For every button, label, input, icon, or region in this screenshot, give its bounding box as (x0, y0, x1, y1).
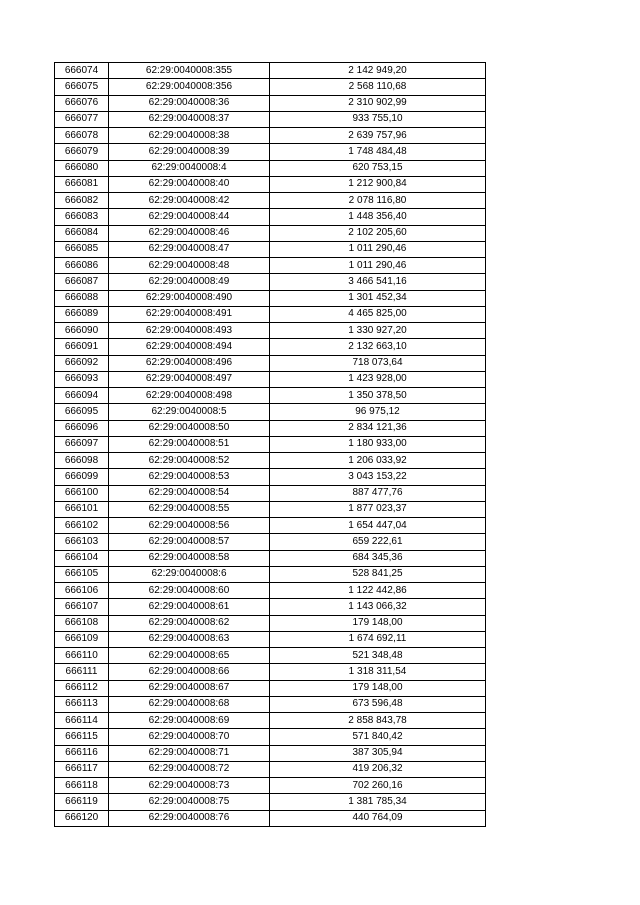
value-cell: 933 755,10 (270, 111, 486, 127)
table-row (55, 388, 486, 404)
row-id-cell: 666098 (55, 453, 109, 469)
cadastral-number-cell: 62:29:0040008:40 (109, 176, 270, 192)
row-id-cell: 666080 (55, 160, 109, 176)
cadastral-number-cell: 62:29:0040008:70 (109, 729, 270, 745)
cadastral-number-cell: 62:29:0040008:5 (109, 404, 270, 420)
cadastral-number-cell: 62:29:0040008:48 (109, 258, 270, 274)
value-cell: 440 764,09 (270, 810, 486, 826)
cadastral-number-cell: 62:29:0040008:44 (109, 209, 270, 225)
value-cell: 673 596,48 (270, 696, 486, 712)
table-row (55, 648, 486, 664)
cadastral-number-cell: 62:29:0040008:497 (109, 371, 270, 387)
cadastral-number-cell: 62:29:0040008:66 (109, 664, 270, 680)
value-cell: 2 310 902,99 (270, 95, 486, 111)
table-row (55, 63, 486, 79)
table-row (55, 583, 486, 599)
table-row (55, 631, 486, 647)
cadastral-number-cell: 62:29:0040008:72 (109, 761, 270, 777)
cadastral-number-cell: 62:29:0040008:69 (109, 713, 270, 729)
table-row (55, 323, 486, 339)
row-id-cell: 666076 (55, 95, 109, 111)
cadastral-number-cell: 62:29:0040008:60 (109, 583, 270, 599)
cadastral-number-cell: 62:29:0040008:49 (109, 274, 270, 290)
table-row (55, 79, 486, 95)
value-cell: 2 834 121,36 (270, 420, 486, 436)
table-row (55, 534, 486, 550)
row-id-cell: 666104 (55, 550, 109, 566)
value-cell: 1 212 900,84 (270, 176, 486, 192)
cadastral-number-cell: 62:29:0040008:6 (109, 566, 270, 582)
row-id-cell: 666082 (55, 193, 109, 209)
row-id-cell: 666086 (55, 258, 109, 274)
value-cell: 1 143 066,32 (270, 599, 486, 615)
table-row (55, 713, 486, 729)
row-id-cell: 666118 (55, 778, 109, 794)
value-cell: 718 073,64 (270, 355, 486, 371)
value-cell: 1 748 484,48 (270, 144, 486, 160)
row-id-cell: 666109 (55, 631, 109, 647)
cadastral-number-cell: 62:29:0040008:493 (109, 323, 270, 339)
cadastral-number-cell: 62:29:0040008:75 (109, 794, 270, 810)
row-id-cell: 666106 (55, 583, 109, 599)
row-id-cell: 666108 (55, 615, 109, 631)
cadastral-number-cell: 62:29:0040008:498 (109, 388, 270, 404)
row-id-cell: 666074 (55, 63, 109, 79)
cadastral-number-cell: 62:29:0040008:496 (109, 355, 270, 371)
row-id-cell: 666099 (55, 469, 109, 485)
value-cell: 1 011 290,46 (270, 241, 486, 257)
cadastral-number-cell: 62:29:0040008:58 (109, 550, 270, 566)
table-row (55, 144, 486, 160)
row-id-cell: 666097 (55, 436, 109, 452)
row-id-cell: 666103 (55, 534, 109, 550)
cadastral-number-cell: 62:29:0040008:61 (109, 599, 270, 615)
table-row (55, 355, 486, 371)
row-id-cell: 666116 (55, 745, 109, 761)
row-id-cell: 666087 (55, 274, 109, 290)
table-row (55, 193, 486, 209)
value-cell: 1 206 033,92 (270, 453, 486, 469)
table-row (55, 680, 486, 696)
cadastral-number-cell: 62:29:0040008:494 (109, 339, 270, 355)
row-id-cell: 666102 (55, 518, 109, 534)
cadastral-number-cell: 62:29:0040008:52 (109, 453, 270, 469)
value-cell: 2 132 663,10 (270, 339, 486, 355)
cadastral-number-cell: 62:29:0040008:490 (109, 290, 270, 306)
table-row (55, 761, 486, 777)
table-row (55, 501, 486, 517)
table-row (55, 306, 486, 322)
table-row (55, 420, 486, 436)
value-cell: 702 260,16 (270, 778, 486, 794)
value-cell: 3 466 541,16 (270, 274, 486, 290)
value-cell: 620 753,15 (270, 160, 486, 176)
value-cell: 1 381 785,34 (270, 794, 486, 810)
row-id-cell: 666100 (55, 485, 109, 501)
cadastral-number-cell: 62:29:0040008:51 (109, 436, 270, 452)
row-id-cell: 666091 (55, 339, 109, 355)
table-row (55, 111, 486, 127)
row-id-cell: 666078 (55, 128, 109, 144)
value-cell: 179 148,00 (270, 615, 486, 631)
value-cell: 2 102 205,60 (270, 225, 486, 241)
table-row (55, 810, 486, 826)
cadastral-value-table (54, 62, 486, 827)
table-row (55, 745, 486, 761)
cadastral-number-cell: 62:29:0040008:38 (109, 128, 270, 144)
table-row (55, 160, 486, 176)
cadastral-number-cell: 62:29:0040008:356 (109, 79, 270, 95)
value-cell: 2 078 116,80 (270, 193, 486, 209)
value-cell: 1 180 933,00 (270, 436, 486, 452)
value-cell: 96 975,12 (270, 404, 486, 420)
cadastral-number-cell: 62:29:0040008:68 (109, 696, 270, 712)
value-cell: 2 568 110,68 (270, 79, 486, 95)
value-cell: 2 639 757,96 (270, 128, 486, 144)
row-id-cell: 666096 (55, 420, 109, 436)
cadastral-number-cell: 62:29:0040008:39 (109, 144, 270, 160)
table-row (55, 453, 486, 469)
row-id-cell: 666083 (55, 209, 109, 225)
row-id-cell: 666114 (55, 713, 109, 729)
cadastral-number-cell: 62:29:0040008:71 (109, 745, 270, 761)
table-row (55, 404, 486, 420)
cadastral-number-cell: 62:29:0040008:54 (109, 485, 270, 501)
row-id-cell: 666095 (55, 404, 109, 420)
table-row (55, 518, 486, 534)
value-cell: 1 011 290,46 (270, 258, 486, 274)
row-id-cell: 666101 (55, 501, 109, 517)
row-id-cell: 666079 (55, 144, 109, 160)
cadastral-number-cell: 62:29:0040008:4 (109, 160, 270, 176)
table-row (55, 225, 486, 241)
cadastral-number-cell: 62:29:0040008:56 (109, 518, 270, 534)
cadastral-number-cell: 62:29:0040008:57 (109, 534, 270, 550)
value-cell: 1 674 692,11 (270, 631, 486, 647)
table-row (55, 371, 486, 387)
table-row (55, 339, 486, 355)
cadastral-number-cell: 62:29:0040008:355 (109, 63, 270, 79)
value-cell: 387 305,94 (270, 745, 486, 761)
table-row (55, 550, 486, 566)
row-id-cell: 666113 (55, 696, 109, 712)
table-row (55, 599, 486, 615)
row-id-cell: 666081 (55, 176, 109, 192)
value-cell: 2 142 949,20 (270, 63, 486, 79)
cadastral-number-cell: 62:29:0040008:67 (109, 680, 270, 696)
row-id-cell: 666092 (55, 355, 109, 371)
value-cell: 1 877 023,37 (270, 501, 486, 517)
value-cell: 1 122 442,86 (270, 583, 486, 599)
row-id-cell: 666077 (55, 111, 109, 127)
value-cell: 179 148,00 (270, 680, 486, 696)
value-cell: 571 840,42 (270, 729, 486, 745)
cadastral-number-cell: 62:29:0040008:42 (109, 193, 270, 209)
row-id-cell: 666112 (55, 680, 109, 696)
value-cell: 4 465 825,00 (270, 306, 486, 322)
table-row (55, 615, 486, 631)
value-cell: 1 654 447,04 (270, 518, 486, 534)
value-cell: 1 330 927,20 (270, 323, 486, 339)
value-cell: 887 477,76 (270, 485, 486, 501)
cadastral-number-cell: 62:29:0040008:50 (109, 420, 270, 436)
value-cell: 659 222,61 (270, 534, 486, 550)
table-row (55, 696, 486, 712)
row-id-cell: 666089 (55, 306, 109, 322)
cadastral-number-cell: 62:29:0040008:55 (109, 501, 270, 517)
table-row (55, 95, 486, 111)
cadastral-number-cell: 62:29:0040008:37 (109, 111, 270, 127)
row-id-cell: 666090 (55, 323, 109, 339)
row-id-cell: 666111 (55, 664, 109, 680)
table-row (55, 436, 486, 452)
row-id-cell: 666119 (55, 794, 109, 810)
cadastral-number-cell: 62:29:0040008:73 (109, 778, 270, 794)
cadastral-number-cell: 62:29:0040008:53 (109, 469, 270, 485)
row-id-cell: 666075 (55, 79, 109, 95)
row-id-cell: 666088 (55, 290, 109, 306)
table-row (55, 485, 486, 501)
cadastral-number-cell: 62:29:0040008:63 (109, 631, 270, 647)
value-cell: 1 448 356,40 (270, 209, 486, 225)
cadastral-number-cell: 62:29:0040008:62 (109, 615, 270, 631)
row-id-cell: 666115 (55, 729, 109, 745)
table-row (55, 778, 486, 794)
table-row (55, 664, 486, 680)
table-row (55, 566, 486, 582)
value-cell: 528 841,25 (270, 566, 486, 582)
cadastral-number-cell: 62:29:0040008:46 (109, 225, 270, 241)
row-id-cell: 666093 (55, 371, 109, 387)
row-id-cell: 666105 (55, 566, 109, 582)
row-id-cell: 666117 (55, 761, 109, 777)
cadastral-number-cell: 62:29:0040008:65 (109, 648, 270, 664)
table-row (55, 274, 486, 290)
value-cell: 3 043 153,22 (270, 469, 486, 485)
table-row (55, 729, 486, 745)
value-cell: 684 345,36 (270, 550, 486, 566)
value-cell: 419 206,32 (270, 761, 486, 777)
row-id-cell: 666084 (55, 225, 109, 241)
table-row (55, 209, 486, 225)
value-cell: 1 301 452,34 (270, 290, 486, 306)
value-cell: 1 350 378,50 (270, 388, 486, 404)
table-row (55, 176, 486, 192)
row-id-cell: 666094 (55, 388, 109, 404)
table-row (55, 290, 486, 306)
row-id-cell: 666085 (55, 241, 109, 257)
row-id-cell: 666120 (55, 810, 109, 826)
value-cell: 1 318 311,54 (270, 664, 486, 680)
table-row (55, 469, 486, 485)
table-row (55, 241, 486, 257)
cadastral-number-cell: 62:29:0040008:47 (109, 241, 270, 257)
row-id-cell: 666110 (55, 648, 109, 664)
row-id-cell: 666107 (55, 599, 109, 615)
cadastral-number-cell: 62:29:0040008:491 (109, 306, 270, 322)
table-row (55, 794, 486, 810)
table-row (55, 258, 486, 274)
table-row (55, 128, 486, 144)
value-cell: 1 423 928,00 (270, 371, 486, 387)
value-cell: 521 348,48 (270, 648, 486, 664)
table-body (55, 63, 486, 827)
value-cell: 2 858 843,78 (270, 713, 486, 729)
cadastral-number-cell: 62:29:0040008:36 (109, 95, 270, 111)
cadastral-number-cell: 62:29:0040008:76 (109, 810, 270, 826)
